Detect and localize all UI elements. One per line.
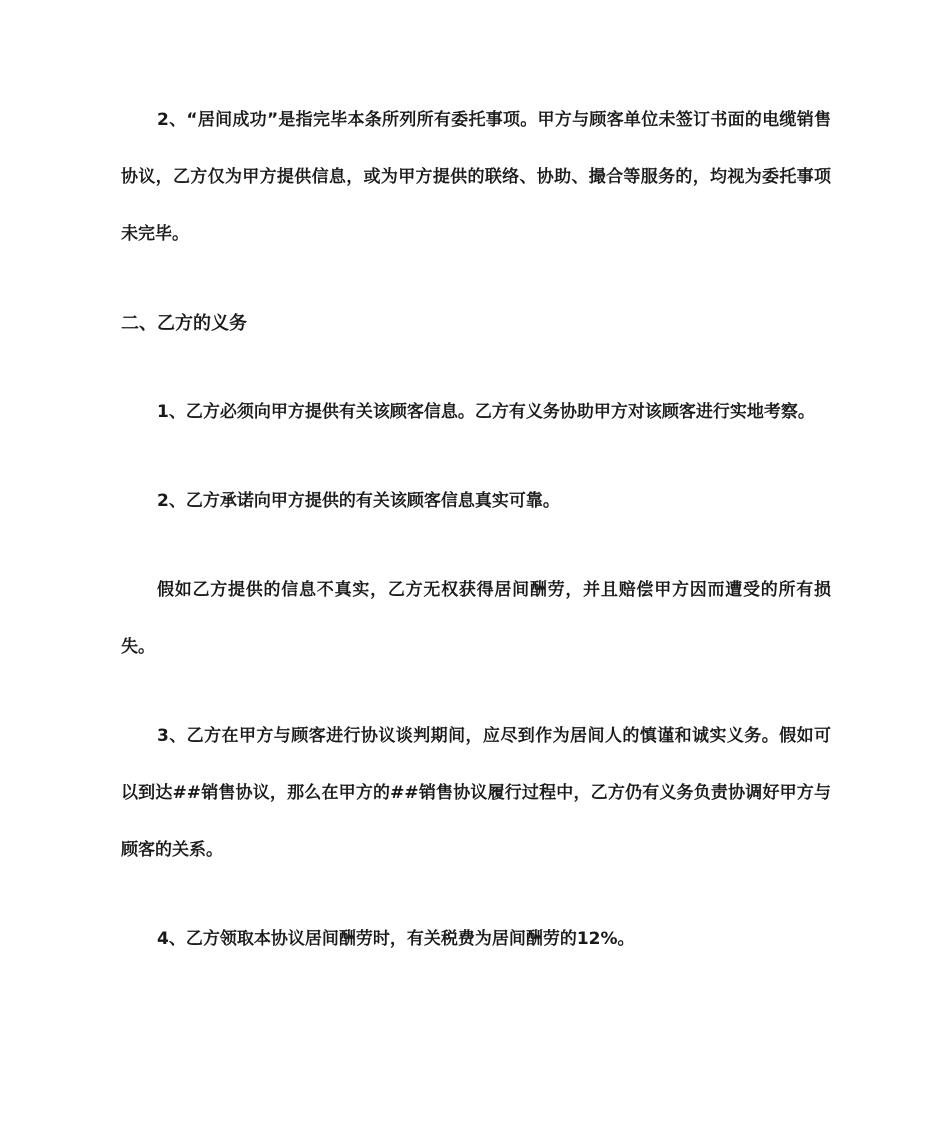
paragraph-success-definition: 2、“居间成功”是指完毕本条所列所有委托事项。甲方与顾客单位未签订书面的电缆销售协议，乙方仅为甲方提供信息，或为甲方提供的联络、协助、撮合等服务的，均视为委托事项未完毕。 <box>121 110 831 244</box>
paragraph-obligation-2: 2、乙方承诺向甲方提供的有关该顾客信息真实可靠。 <box>157 491 560 511</box>
section-heading: 二、乙方的义务 <box>121 313 247 334</box>
document-body <box>121 92 831 968</box>
paragraph-obligation-4: 4、乙方领取本协议居间酬劳时，有关税费为居间酬劳的12%。 <box>157 929 635 949</box>
paragraph-obligation-1: 1、乙方必须向甲方提供有关该顾客信息。乙方有义务协助甲方对该顾客进行实地考察。 <box>157 402 815 422</box>
paragraph-false-info: 假如乙方提供的信息不真实，乙方无权获得居间酬劳，并且赔偿甲方因而遭受的所有损失。 <box>121 580 831 657</box>
paragraph-obligation-3: 3、乙方在甲方与顾客进行协议谈判期间，应尽到作为居间人的慎谨和诚实义务。假如可以到达##销售协议，那么在甲方的##销售协议履行过程中，乙方仍有义务负责协调好甲方与顾客的关系。 <box>121 726 831 860</box>
